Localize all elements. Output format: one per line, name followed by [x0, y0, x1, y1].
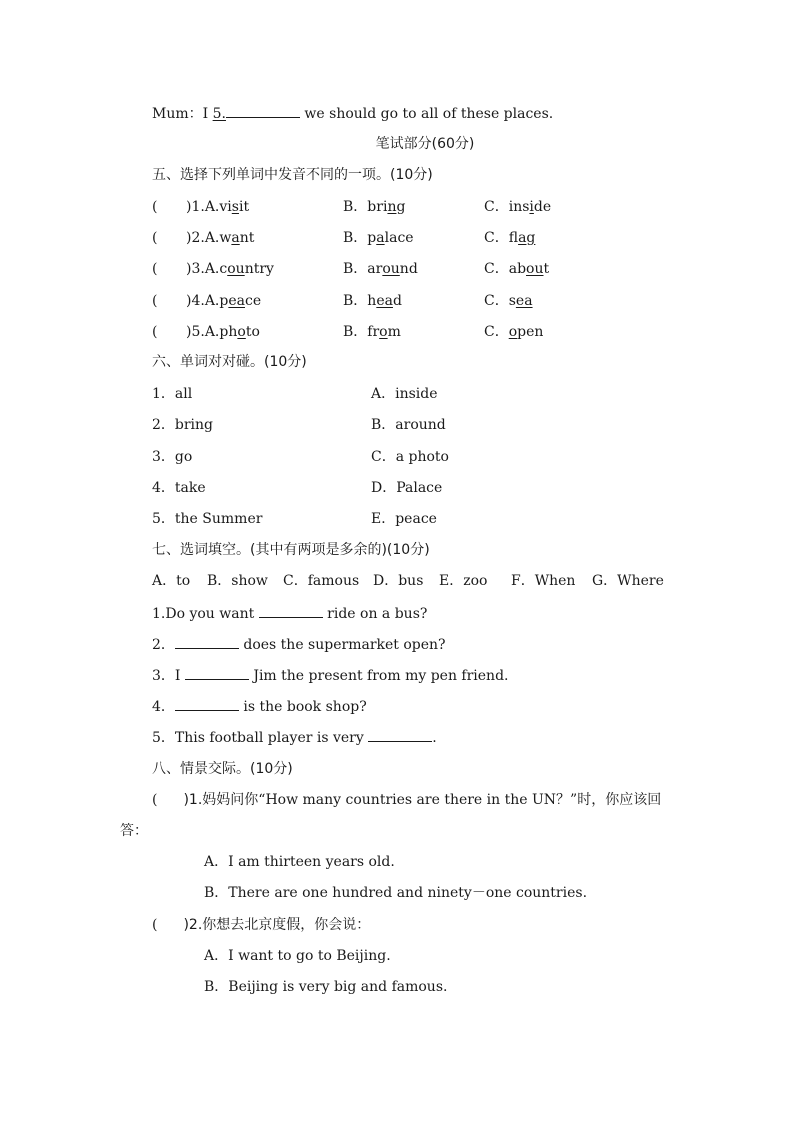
dialog-q2-option-a[interactable]: A．I want to go to Beijing.	[204, 948, 391, 964]
match-right-a: A．inside	[371, 386, 438, 402]
option-a-word: )4.A.peace	[186, 293, 262, 309]
option-g: G．Where	[592, 573, 664, 589]
option-c-word: C．open	[484, 324, 544, 340]
fill-question-2: 2． does the supermarket open?	[152, 637, 446, 653]
option-b-word: B．head	[343, 293, 402, 309]
match-left-5: 5．the Summer	[152, 511, 263, 527]
answer-paren-2[interactable]: (	[152, 917, 158, 933]
match-right-b: B．around	[371, 417, 446, 433]
fill-question-3: 3．I Jim the present from my pen friend.	[152, 668, 509, 684]
option-c-word: C．flag	[484, 230, 536, 246]
option-b-word: B．from	[343, 324, 401, 340]
dialog-q1-option-a[interactable]: A．I am thirteen years old.	[204, 854, 395, 870]
fill-blank-4[interactable]	[175, 697, 239, 711]
section5-title: 五、选择下列单词中发音不同的一项。(10分)	[152, 167, 433, 183]
dialog-q2-option-b[interactable]: B．Beijing is very big and famous.	[204, 979, 448, 995]
section8-title: 八、情景交际。(10分)	[152, 761, 293, 777]
match-right-e: E．peace	[371, 511, 437, 527]
match-left-1: 1．all	[152, 386, 193, 402]
option-c-word: C．inside	[484, 199, 552, 215]
intro-suffix: we should go to all of these places.	[299, 106, 554, 122]
fill-blank-3[interactable]	[185, 666, 249, 680]
answer-paren[interactable]: (	[152, 230, 158, 246]
option-a-word: )3.A.country	[186, 261, 274, 277]
match-right-c: C．a photo	[371, 449, 449, 465]
intro-number: 5.	[212, 106, 226, 122]
intro-prefix: Mum：I	[152, 106, 213, 122]
section6-title: 六、单词对对碰。(10分)	[152, 354, 307, 370]
option-c: C．famous	[283, 573, 360, 589]
answer-paren-1[interactable]: (	[152, 792, 158, 808]
fill-question-1: 1.Do you want ride on a bus?	[152, 606, 428, 622]
fill-blank-2[interactable]	[175, 635, 239, 649]
match-left-4: 4．take	[152, 480, 206, 496]
match-left-3: 3．go	[152, 449, 193, 465]
option-b-word: B．bring	[343, 199, 406, 215]
intro-blank[interactable]	[226, 104, 300, 118]
match-right-d: D．Palace	[371, 480, 443, 496]
answer-paren[interactable]: (	[152, 324, 158, 340]
intro-line	[152, 104, 553, 123]
fill-question-4: 4． is the book shop?	[152, 699, 367, 715]
dialog-question-1-wrap: 答：	[120, 823, 148, 839]
fill-blank-5[interactable]	[368, 728, 432, 742]
option-b: B．show	[207, 573, 268, 589]
dialog-q1-option-b[interactable]: B．There are one hundred and ninety－one countries.	[204, 885, 588, 901]
fill-question-5: 5．This football player is very .	[152, 730, 437, 746]
section7-title: 七、选词填空。(其中有两项是多余的)(10分)	[152, 542, 430, 558]
option-b-word: B．around	[343, 261, 418, 277]
option-f: F．When	[511, 573, 576, 589]
option-a: A．to	[152, 573, 191, 589]
answer-paren[interactable]: (	[152, 199, 158, 215]
option-a-word: )5.A.photo	[186, 324, 260, 340]
dialog-question-1: ( )1.妈妈问你“How many countries are there in the UN？”时，你应该回	[152, 792, 662, 808]
option-c-word: C．sea	[484, 293, 533, 309]
option-a-word: )1.A.visit	[186, 199, 250, 215]
dialog-question-2: ( )2.你想去北京度假，你会说：	[152, 917, 371, 933]
option-a-word: )2.A.want	[186, 230, 255, 246]
answer-paren[interactable]: (	[152, 261, 158, 277]
match-left-2: 2．bring	[152, 417, 214, 433]
option-d: D．bus	[373, 573, 424, 589]
option-c-word: C．about	[484, 261, 550, 277]
option-e: E．zoo	[439, 573, 488, 589]
fill-blank-1[interactable]	[259, 604, 323, 618]
answer-paren[interactable]: (	[152, 293, 158, 309]
written-part-title: 笔试部分(60分)	[375, 136, 475, 152]
option-b-word: B．palace	[343, 230, 414, 246]
